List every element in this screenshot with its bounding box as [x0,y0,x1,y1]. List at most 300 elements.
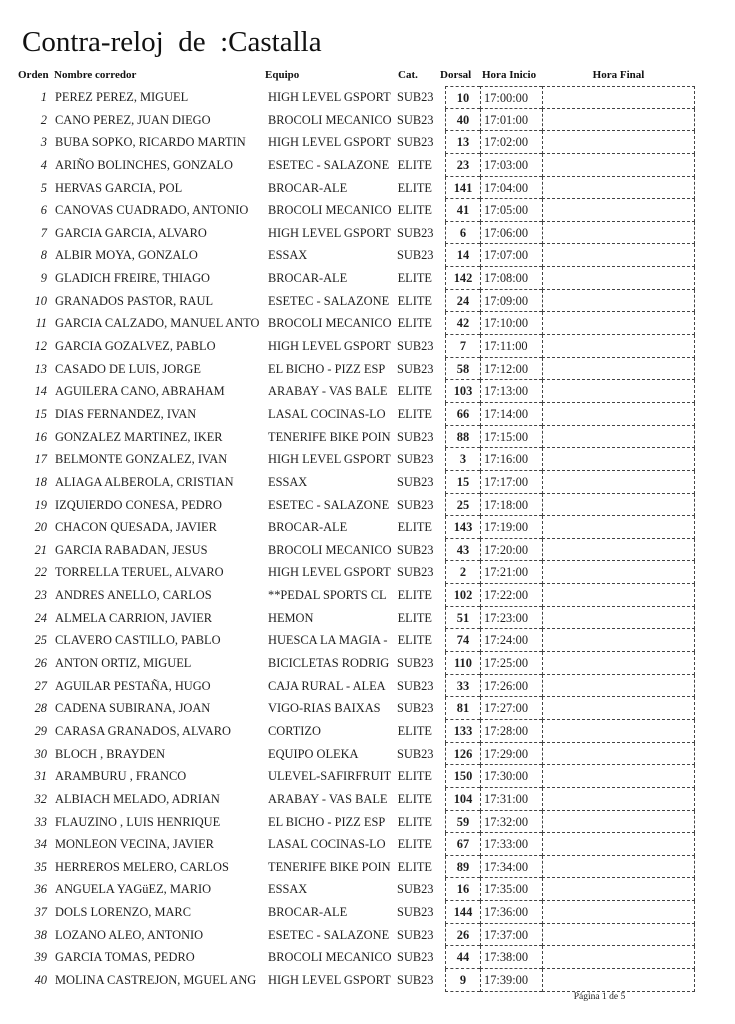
table-row [0,878,735,901]
rider-bib-number: 24 [445,290,480,313]
rider-name: CLAVERO CASTILLO, PABLO [55,633,221,648]
rider-team: BROCOLI MECANICO [268,203,392,218]
rider-name: ARAMBURU , FRANCO [55,769,187,784]
rider-bib-number: 88 [445,426,480,449]
rider-order: 11 [35,316,47,331]
finish-time [542,675,695,698]
rider-category: SUB23 [397,112,434,127]
table-row [0,946,735,969]
start-time: 17:12:00 [480,358,542,381]
rider-category: ELITE [397,723,432,738]
rider-order: 1 [40,90,47,104]
rider-bib-number: 14 [445,244,480,267]
rider-order: 12 [34,339,47,354]
start-time: 17:29:00 [480,743,542,766]
start-time: 17:11:00 [480,335,542,358]
rider-team: HEMON [268,610,314,625]
start-time: 17:17:00 [480,471,542,494]
rider-team: BROCAR-ALE [268,520,348,535]
rider-order: 3 [40,135,47,150]
start-time: 17:05:00 [480,199,542,222]
rider-name: AGUILERA CANO, ABRAHAM [55,384,225,399]
rider-bib-number: 110 [445,652,480,675]
finish-time [542,494,695,517]
table-row [0,901,735,924]
rider-name: MONLEON VECINA, JAVIER [55,837,214,852]
rider-bib-number: 40 [445,109,480,132]
finish-time [542,878,695,901]
rider-category: ELITE [397,610,432,625]
rider-team: ESETEC - SALAZONE [268,927,390,942]
rider-bib-number: 141 [445,177,480,200]
rider-name: IZQUIERDO CONESA, PEDRO [55,497,222,512]
start-time: 17:22:00 [480,584,542,607]
finish-time [542,244,695,267]
rider-bib-number: 67 [445,833,480,856]
rider-category: SUB23 [397,497,434,512]
table-row [0,607,735,630]
header-dorsal: Dorsal [440,69,472,81]
rider-name: GARCIA GARCIA, ALVARO [55,225,207,240]
start-time: 17:35:00 [480,878,542,901]
finish-time [542,856,695,879]
header-hora-inicio: Hora Inicio [482,69,537,81]
rider-category: SUB23 [397,656,434,671]
finish-time [542,584,695,607]
rider-bib-number: 33 [445,675,480,698]
rider-team: BROCOLI MECANICO [268,950,392,965]
table-row [0,788,735,811]
table-row [0,244,735,267]
table-row [0,426,735,449]
rider-team: EQUIPO OLEKA [268,746,359,761]
rider-order: 13 [34,361,47,376]
table-row [0,109,735,132]
rider-team: ESSAX [268,248,308,263]
rider-category: SUB23 [397,361,434,376]
finish-time [542,471,695,494]
finish-time [542,403,695,426]
start-time: 17:30:00 [480,765,542,788]
rider-order: 25 [34,633,47,648]
table-row [0,131,735,154]
rider-category: ELITE [397,384,432,399]
rider-team: **PEDAL SPORTS CL [268,588,387,603]
finish-time [542,833,695,856]
rider-team: HIGH LEVEL GSPORT [268,90,391,104]
finish-time [542,109,695,132]
rider-order: 24 [34,610,47,625]
rider-team: CAJA RURAL - ALEA [268,678,386,693]
rider-order: 23 [34,588,47,603]
rider-name: CANO PEREZ, JUAN DIEGO [55,112,211,127]
table-row [0,403,735,426]
start-time: 17:02:00 [480,131,542,154]
start-time: 17:33:00 [480,833,542,856]
finish-time [542,561,695,584]
rider-bib-number: 13 [445,131,480,154]
start-time: 17:21:00 [480,561,542,584]
rider-order: 38 [34,927,47,942]
start-time: 17:24:00 [480,629,542,652]
start-time: 17:23:00 [480,607,542,630]
rider-bib-number: 144 [445,901,480,924]
rider-bib-number: 2 [445,561,480,584]
table-row [0,924,735,947]
rider-order: 27 [34,678,47,693]
rider-name: GRANADOS PASTOR, RAUL [55,293,214,308]
rider-category: SUB23 [397,701,434,716]
table-row [0,969,735,992]
rider-team: BROCOLI MECANICO [268,112,392,127]
start-time: 17:20:00 [480,539,542,562]
table-row [0,765,735,788]
start-time: 17:04:00 [480,177,542,200]
start-time: 17:36:00 [480,901,542,924]
rider-order: 17 [34,452,47,467]
rider-name: GARCIA TOMAS, PEDRO [55,950,195,965]
rider-category: SUB23 [397,135,434,150]
rider-order: 2 [40,112,47,127]
finish-time [542,131,695,154]
rider-bib-number: 104 [445,788,480,811]
finish-time [542,539,695,562]
rider-team: HIGH LEVEL GSPORT [268,135,391,150]
rider-team: ESSAX [268,882,308,897]
finish-time [542,901,695,924]
rider-category: ELITE [397,791,432,806]
rider-name: TORRELLA TERUEL, ALVARO [55,565,224,580]
start-time: 17:09:00 [480,290,542,313]
rider-category: SUB23 [397,339,434,354]
rider-name: BELMONTE GONZALEZ, IVAN [55,452,228,467]
rider-category: SUB23 [397,950,434,965]
rider-team: ESSAX [268,474,308,489]
page-title: Contra-reloj de :Castalla [22,26,322,58]
rider-name: ARIÑO BOLINCHES, GONZALO [55,157,233,172]
start-time: 17:32:00 [480,811,542,834]
rider-bib-number: 89 [445,856,480,879]
rider-order: 19 [34,497,47,512]
rider-team: HIGH LEVEL GSPORT [268,565,391,580]
rider-bib-number: 16 [445,878,480,901]
rider-bib-number: 42 [445,312,480,335]
start-time: 17:06:00 [480,222,542,245]
rider-name: GARCIA RABADAN, JESUS [55,542,208,557]
start-time: 17:18:00 [480,494,542,517]
rider-name: LOZANO ALEO, ANTONIO [55,927,204,942]
start-time: 17:01:00 [480,109,542,132]
rider-team: ULEVEL-SAFIRFRUIT [268,769,392,784]
finish-time [542,652,695,675]
rider-team: BROCAR-ALE [268,180,348,195]
finish-time [542,177,695,200]
rider-order: 18 [34,474,47,489]
rider-category: ELITE [397,180,432,195]
rider-bib-number: 150 [445,765,480,788]
start-time: 17:16:00 [480,448,542,471]
rider-bib-number: 25 [445,494,480,517]
rider-name: CASADO DE LUIS, JORGE [55,361,201,376]
finish-time [542,969,695,992]
rider-name: ANTON ORTIZ, MIGUEL [55,656,192,671]
rider-team: HIGH LEVEL GSPORT [268,972,391,987]
rider-category: SUB23 [397,565,434,580]
rider-team: TENERIFE BIKE POIN [268,429,391,444]
table-row [0,720,735,743]
start-time: 17:03:00 [480,154,542,177]
start-time: 17:00:00 [480,86,542,109]
rider-order: 28 [34,701,47,716]
rider-category: ELITE [397,406,432,421]
rider-bib-number: 133 [445,720,480,743]
rider-order: 29 [34,723,47,738]
rider-bib-number: 59 [445,811,480,834]
rider-name: BUBA SOPKO, RICARDO MARTIN [55,135,246,150]
start-time: 17:07:00 [480,244,542,267]
finish-time [542,312,695,335]
rider-name: GARCIA GOZALVEZ, PABLO [55,339,216,354]
rider-team: ARABAY - VAS BALE [268,791,388,806]
finish-time [542,788,695,811]
rider-team: HIGH LEVEL GSPORT [268,452,391,467]
rider-name: BLOCH , BRAYDEN [55,746,166,761]
table-row [0,267,735,290]
rider-name: DIAS FERNANDEZ, IVAN [55,406,197,421]
rider-order: 8 [40,248,47,263]
rider-team: ESETEC - SALAZONE [268,497,390,512]
finish-time [542,607,695,630]
rider-category: SUB23 [397,90,434,104]
rider-order: 6 [40,203,47,218]
rider-bib-number: 81 [445,697,480,720]
rider-order: 20 [34,520,47,535]
finish-time [542,697,695,720]
finish-time [542,222,695,245]
finish-time [542,199,695,222]
rider-name: HERREROS MELERO, CARLOS [55,859,229,874]
finish-time [542,629,695,652]
table-row [0,335,735,358]
rider-bib-number: 41 [445,199,480,222]
start-time: 17:39:00 [480,969,542,992]
rider-category: SUB23 [397,746,434,761]
rider-name: ALMELA CARRION, JAVIER [55,610,213,625]
finish-time [542,86,695,109]
rider-team: LASAL COCINAS-LO [268,837,386,852]
rider-team: LASAL COCINAS-LO [268,406,386,421]
rider-category: SUB23 [397,248,434,263]
rider-category: SUB23 [397,927,434,942]
start-time: 17:37:00 [480,924,542,947]
rider-order: 7 [40,225,47,240]
table-row [0,697,735,720]
rider-order: 22 [34,565,47,580]
finish-time [542,924,695,947]
rider-order: 5 [40,180,47,195]
rider-bib-number: 103 [445,380,480,403]
rider-name: AGUILAR PESTAÑA, HUGO [55,678,211,693]
rider-category: SUB23 [397,678,434,693]
rider-order: 15 [34,406,47,421]
rider-name: ALBIR MOYA, GONZALO [55,248,198,263]
table-row [0,833,735,856]
start-time: 17:28:00 [480,720,542,743]
rider-bib-number: 26 [445,924,480,947]
rider-bib-number: 44 [445,946,480,969]
rider-order: 36 [34,882,47,897]
start-time: 17:34:00 [480,856,542,879]
table-row [0,448,735,471]
header-categoria: Cat. [398,69,418,81]
table-row [0,380,735,403]
rider-team: VIGO-RIAS BAIXAS [268,701,381,716]
rider-order: 4 [40,157,47,172]
page-number: Página 1 de 5 [573,992,626,1002]
rider-name: CADENA SUBIRANA, JOAN [55,701,211,716]
finish-time [542,946,695,969]
header-nombre-corredor: Nombre corredor [54,69,137,81]
table-row [0,539,735,562]
rider-category: ELITE [397,588,432,603]
rider-order: 37 [34,905,47,920]
rider-bib-number: 142 [445,267,480,290]
rider-team: HIGH LEVEL GSPORT [268,339,391,354]
table-row [0,652,735,675]
header-orden: Orden [18,69,49,81]
rider-category: SUB23 [397,474,434,489]
rider-order: 33 [34,814,47,829]
rider-name: HERVAS GARCIA, POL [55,180,183,195]
rider-category: ELITE [397,769,432,784]
table-row [0,86,735,109]
start-time: 17:26:00 [480,675,542,698]
header-equipo: Equipo [265,69,300,81]
rider-category: ELITE [397,633,432,648]
rider-order: 14 [34,384,47,399]
rider-name: ALIAGA ALBEROLA, CRISTIAN [55,474,234,489]
rider-category: ELITE [397,293,432,308]
rider-order: 31 [34,769,47,784]
rider-order: 39 [34,950,47,965]
rider-category: ELITE [397,203,432,218]
rider-bib-number: 66 [445,403,480,426]
table-row [0,629,735,652]
rider-team: TENERIFE BIKE POIN [268,859,391,874]
start-time: 17:31:00 [480,788,542,811]
finish-time [542,154,695,177]
rider-category: ELITE [397,271,432,286]
rider-team: BROCOLI MECANICO [268,542,392,557]
finish-time [542,448,695,471]
table-row [0,199,735,222]
start-time: 17:10:00 [480,312,542,335]
rider-name: GLADICH FREIRE, THIAGO [55,271,210,286]
start-time: 17:15:00 [480,426,542,449]
finish-time [542,811,695,834]
rider-name: ANDRES ANELLO, CARLOS [55,588,212,603]
table-row [0,290,735,313]
table-row [0,856,735,879]
rider-order: 9 [40,271,47,286]
rider-name: ALBIACH MELADO, ADRIAN [55,791,220,806]
rider-order: 10 [34,293,47,308]
rider-category: SUB23 [397,452,434,467]
start-time: 17:27:00 [480,697,542,720]
rider-team: ESETEC - SALAZONE [268,157,390,172]
table-row [0,584,735,607]
rider-category: SUB23 [397,972,434,987]
rider-category: SUB23 [397,882,434,897]
finish-time [542,335,695,358]
start-time: 17:14:00 [480,403,542,426]
rider-bib-number: 143 [445,516,480,539]
rider-category: ELITE [397,316,432,331]
rider-bib-number: 7 [445,335,480,358]
table-row [0,743,735,766]
rider-name: DOLS LORENZO, MARC [55,905,191,920]
start-time: 17:08:00 [480,267,542,290]
rider-category: SUB23 [397,905,434,920]
rider-category: SUB23 [397,225,434,240]
table-row [0,675,735,698]
rider-category: ELITE [397,520,432,535]
finish-time [542,267,695,290]
rider-category: ELITE [397,157,432,172]
rider-bib-number: 9 [445,969,480,992]
finish-time [542,358,695,381]
finish-time [542,743,695,766]
rider-name: CHACON QUESADA, JAVIER [55,520,217,535]
rider-bib-number: 3 [445,448,480,471]
rider-name: GONZALEZ MARTINEZ, IKER [55,429,223,444]
table-row [0,358,735,381]
table-row [0,811,735,834]
rider-category: ELITE [397,814,432,829]
rider-team: BROCOLI MECANICO [268,316,392,331]
rider-order: 21 [34,542,47,557]
rider-bib-number: 23 [445,154,480,177]
rider-bib-number: 51 [445,607,480,630]
finish-time [542,516,695,539]
finish-time [542,765,695,788]
rider-bib-number: 74 [445,629,480,652]
rider-bib-number: 15 [445,471,480,494]
rider-name: FLAUZINO , LUIS HENRIQUE [55,814,221,829]
start-time: 17:38:00 [480,946,542,969]
table-row [0,222,735,245]
finish-time [542,380,695,403]
rider-name: CARASA GRANADOS, ALVARO [55,723,231,738]
table-row [0,561,735,584]
rider-team: BROCAR-ALE [268,271,348,286]
rider-team: ESETEC - SALAZONE [268,293,390,308]
rider-order: 40 [34,972,47,987]
start-time: 17:13:00 [480,380,542,403]
start-list-table [0,86,735,992]
rider-category: SUB23 [397,429,434,444]
table-row [0,471,735,494]
rider-order: 34 [34,837,47,852]
rider-bib-number: 126 [445,743,480,766]
finish-time [542,720,695,743]
rider-name: GARCIA CALZADO, MANUEL ANTO [55,316,260,331]
finish-time [542,290,695,313]
rider-bib-number: 102 [445,584,480,607]
rider-team: EL BICHO - PIZZ ESP [268,361,386,376]
rider-bib-number: 43 [445,539,480,562]
rider-category: SUB23 [397,542,434,557]
